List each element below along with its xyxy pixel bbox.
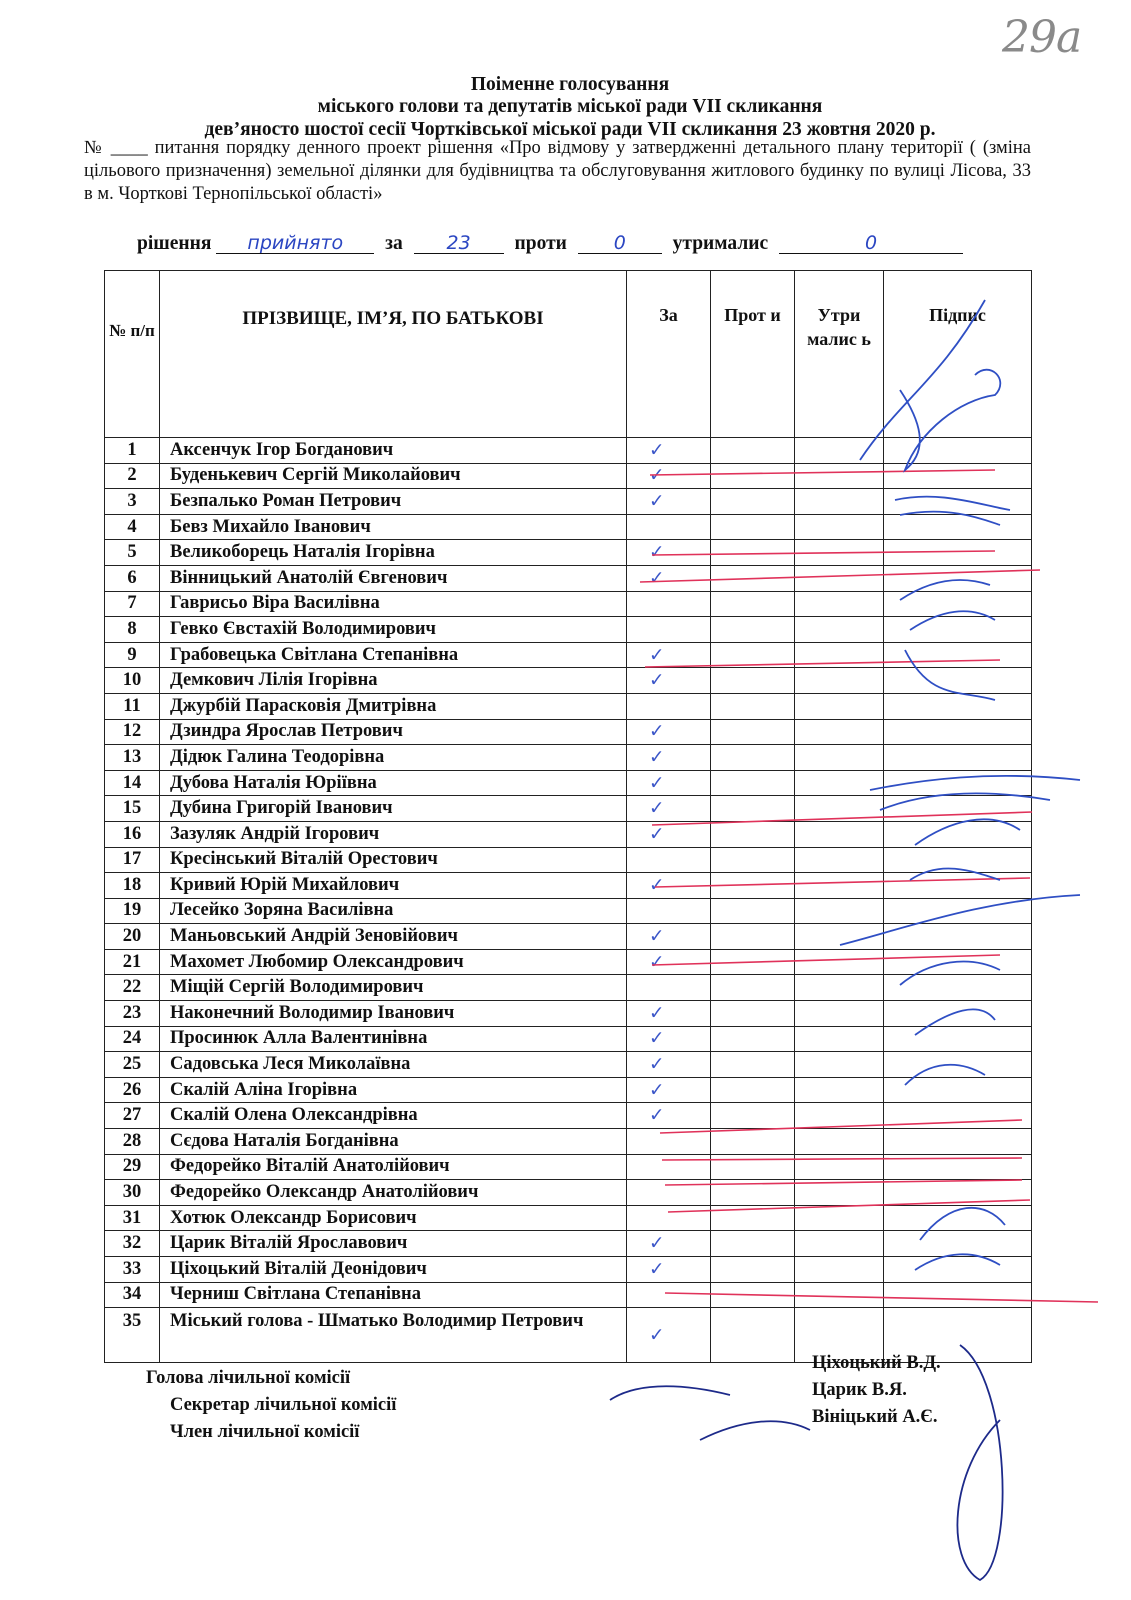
signature-cell bbox=[884, 745, 1032, 771]
vote-for-cell bbox=[627, 642, 711, 668]
for-count: 23 bbox=[414, 233, 504, 254]
vote-against-cell bbox=[711, 693, 795, 719]
signature-cell bbox=[884, 1205, 1032, 1231]
check-mark-icon: ✓ bbox=[649, 490, 665, 512]
deputy-name: Буденькевич Сергій Миколайович bbox=[160, 463, 627, 489]
check-mark-icon: ✓ bbox=[649, 951, 665, 973]
signature-cell bbox=[884, 898, 1032, 924]
deputy-name: Лесейко Зоряна Василівна bbox=[160, 898, 627, 924]
vote-for-cell bbox=[627, 1308, 711, 1363]
signature-cell bbox=[884, 949, 1032, 975]
commission-signature bbox=[610, 1386, 810, 1440]
row-number: 5 bbox=[105, 540, 160, 566]
vote-for-cell bbox=[627, 1257, 711, 1283]
vote-for-cell bbox=[627, 463, 711, 489]
check-mark-icon: ✓ bbox=[649, 439, 665, 461]
table-row bbox=[105, 514, 1032, 540]
vote-abstained-cell bbox=[795, 975, 884, 1001]
row-number: 15 bbox=[105, 796, 160, 822]
table-row bbox=[105, 1231, 1032, 1257]
row-number: 3 bbox=[105, 489, 160, 515]
table-row bbox=[105, 1001, 1032, 1027]
vote-abstained-cell bbox=[795, 924, 884, 950]
row-number: 13 bbox=[105, 745, 160, 771]
check-mark-icon: ✓ bbox=[649, 1028, 665, 1050]
table-row bbox=[105, 1129, 1032, 1155]
deputy-name: Наконечний Володимир Іванович bbox=[160, 1001, 627, 1027]
commission-member-label: Член лічильної комісії bbox=[170, 1422, 360, 1442]
vote-against-cell bbox=[711, 796, 795, 822]
deputy-name: Ціхоцький Віталій Деонідович bbox=[160, 1257, 627, 1283]
vote-abstained-cell bbox=[795, 591, 884, 617]
vote-against-cell bbox=[711, 1026, 795, 1052]
vote-for-cell bbox=[627, 438, 711, 464]
vote-against-cell bbox=[711, 489, 795, 515]
vote-abstained-cell bbox=[795, 1103, 884, 1129]
vote-abstained-cell bbox=[795, 1257, 884, 1283]
table-row bbox=[105, 796, 1032, 822]
vote-abstained-cell bbox=[795, 565, 884, 591]
check-mark-icon: ✓ bbox=[649, 1324, 665, 1346]
row-number: 18 bbox=[105, 873, 160, 899]
signature-cell bbox=[884, 821, 1032, 847]
check-mark-icon: ✓ bbox=[649, 1258, 665, 1280]
deputy-name: Дзиндра Ярослав Петрович bbox=[160, 719, 627, 745]
title-line-3: дев’яносто шостої сесії Чортківської міської ради VII скликання 23 жовтня 2020 р. bbox=[204, 119, 936, 140]
vote-against-cell bbox=[711, 847, 795, 873]
vote-abstained-cell bbox=[795, 821, 884, 847]
commission-secretary-label: Секретар лічильної комісії bbox=[170, 1395, 397, 1415]
deputy-name: Дубова Наталія Юріївна bbox=[160, 770, 627, 796]
row-number: 27 bbox=[105, 1103, 160, 1129]
deputy-name: Дідюк Галина Теодорівна bbox=[160, 745, 627, 771]
table-row bbox=[105, 898, 1032, 924]
check-mark-icon: ✓ bbox=[649, 567, 665, 589]
table-row bbox=[105, 1026, 1032, 1052]
vote-abstained-cell bbox=[795, 463, 884, 489]
vote-abstained-cell bbox=[795, 1154, 884, 1180]
commission-chair-name: Ціхоцький В.Д. bbox=[812, 1353, 941, 1373]
vote-for-cell bbox=[627, 796, 711, 822]
table-row bbox=[105, 1257, 1032, 1283]
row-number: 2 bbox=[105, 463, 160, 489]
vote-for-cell bbox=[627, 617, 711, 643]
against-count: 0 bbox=[578, 233, 662, 254]
check-mark-icon: ✓ bbox=[649, 1233, 665, 1255]
vote-against-cell bbox=[711, 514, 795, 540]
table-row bbox=[105, 719, 1032, 745]
row-number: 19 bbox=[105, 898, 160, 924]
vote-against-cell bbox=[711, 770, 795, 796]
row-number: 29 bbox=[105, 1154, 160, 1180]
signature-cell bbox=[884, 591, 1032, 617]
signature-cell bbox=[884, 642, 1032, 668]
row-number: 12 bbox=[105, 719, 160, 745]
signature-cell bbox=[884, 770, 1032, 796]
check-mark-icon: ✓ bbox=[649, 1054, 665, 1076]
vote-for-cell bbox=[627, 668, 711, 694]
vote-for-cell bbox=[627, 873, 711, 899]
vote-against-cell bbox=[711, 642, 795, 668]
table-row bbox=[105, 1154, 1032, 1180]
signature-cell bbox=[884, 438, 1032, 464]
row-number: 14 bbox=[105, 770, 160, 796]
row-number: 28 bbox=[105, 1129, 160, 1155]
vote-against-cell bbox=[711, 1308, 795, 1363]
vote-abstained-cell bbox=[795, 1001, 884, 1027]
signature-cell bbox=[884, 924, 1032, 950]
member-signature bbox=[957, 1345, 1002, 1580]
vote-for-cell bbox=[627, 770, 711, 796]
table-row bbox=[105, 540, 1032, 566]
table-row bbox=[105, 1052, 1032, 1078]
vote-against-cell bbox=[711, 1077, 795, 1103]
table-row bbox=[105, 975, 1032, 1001]
row-number: 25 bbox=[105, 1052, 160, 1078]
deputy-name: Хотюк Олександр Борисович bbox=[160, 1205, 627, 1231]
vote-against-cell bbox=[711, 565, 795, 591]
check-mark-icon: ✓ bbox=[649, 798, 665, 820]
vote-against-cell bbox=[711, 540, 795, 566]
vote-for-cell bbox=[627, 489, 711, 515]
title-line-2: міського голови та депутатів міської ради VII скликання bbox=[317, 96, 823, 117]
row-number: 1 bbox=[105, 438, 160, 464]
row-number: 24 bbox=[105, 1026, 160, 1052]
vote-against-cell bbox=[711, 438, 795, 464]
signature-cell bbox=[884, 847, 1032, 873]
check-mark-icon: ✓ bbox=[649, 823, 665, 845]
vote-against-cell bbox=[711, 1129, 795, 1155]
check-mark-icon: ✓ bbox=[649, 746, 665, 768]
signature-cell bbox=[884, 489, 1032, 515]
vote-for-cell bbox=[627, 540, 711, 566]
vote-against-cell bbox=[711, 668, 795, 694]
vote-for-cell bbox=[627, 514, 711, 540]
decision-label: рішення bbox=[137, 233, 212, 254]
vote-abstained-cell bbox=[795, 642, 884, 668]
deputy-name: Федорейко Віталій Анатолійович bbox=[160, 1154, 627, 1180]
for-label: за bbox=[385, 233, 403, 254]
header-against: Прот и bbox=[711, 271, 795, 438]
signature-cell bbox=[884, 540, 1032, 566]
signature-cell bbox=[884, 668, 1032, 694]
row-number: 4 bbox=[105, 514, 160, 540]
vote-against-cell bbox=[711, 898, 795, 924]
vote-abstained-cell bbox=[795, 1077, 884, 1103]
signature-cell bbox=[884, 1231, 1032, 1257]
deputy-name: Федорейко Олександр Анатолійович bbox=[160, 1180, 627, 1206]
vote-against-cell bbox=[711, 1154, 795, 1180]
deputy-name: Махомет Любомир Олександрович bbox=[160, 949, 627, 975]
signature-cell bbox=[884, 1282, 1032, 1308]
abstained-count: 0 bbox=[779, 233, 963, 254]
vote-against-cell bbox=[711, 873, 795, 899]
against-label: проти bbox=[514, 233, 567, 254]
signature-cell bbox=[884, 1026, 1032, 1052]
row-number: 7 bbox=[105, 591, 160, 617]
deputy-name: Безпалько Роман Петрович bbox=[160, 489, 627, 515]
vote-abstained-cell bbox=[795, 796, 884, 822]
check-mark-icon: ✓ bbox=[649, 670, 665, 692]
row-number: 16 bbox=[105, 821, 160, 847]
vote-for-cell bbox=[627, 1103, 711, 1129]
vote-abstained-cell bbox=[795, 898, 884, 924]
deputy-name: Сєдова Наталія Богданівна bbox=[160, 1129, 627, 1155]
header-for: За bbox=[627, 271, 711, 438]
deputy-name: Скалій Аліна Ігорівна bbox=[160, 1077, 627, 1103]
vote-against-cell bbox=[711, 1052, 795, 1078]
vote-abstained-cell bbox=[795, 1180, 884, 1206]
row-number: 6 bbox=[105, 565, 160, 591]
page-number: 29а bbox=[1002, 12, 1082, 63]
vote-abstained-cell bbox=[795, 949, 884, 975]
vote-abstained-cell bbox=[795, 847, 884, 873]
row-number: 11 bbox=[105, 693, 160, 719]
deputy-name: Садовська Леся Миколаївна bbox=[160, 1052, 627, 1078]
deputy-name: Міський голова - Шматько Володимир Петрович bbox=[160, 1308, 627, 1363]
table-row bbox=[105, 1282, 1032, 1308]
check-mark-icon: ✓ bbox=[649, 721, 665, 743]
signature-cell bbox=[884, 1103, 1032, 1129]
vote-for-cell bbox=[627, 1026, 711, 1052]
vote-for-cell bbox=[627, 949, 711, 975]
signature-cell bbox=[884, 796, 1032, 822]
table-row bbox=[105, 463, 1032, 489]
vote-against-cell bbox=[711, 924, 795, 950]
row-number: 22 bbox=[105, 975, 160, 1001]
header-signature: Підпис bbox=[884, 271, 1032, 438]
decision-value: прийнято bbox=[216, 233, 374, 254]
commission-member-name: Вініцький А.Є. bbox=[812, 1407, 938, 1427]
row-number: 10 bbox=[105, 668, 160, 694]
vote-for-cell bbox=[627, 924, 711, 950]
table-row bbox=[105, 770, 1032, 796]
vote-abstained-cell bbox=[795, 617, 884, 643]
table-row bbox=[105, 821, 1032, 847]
header-number: № п/п bbox=[105, 271, 160, 438]
deputy-name: Грабовецька Світлана Степанівна bbox=[160, 642, 627, 668]
vote-abstained-cell bbox=[795, 489, 884, 515]
row-number: 30 bbox=[105, 1180, 160, 1206]
row-number: 34 bbox=[105, 1282, 160, 1308]
vote-abstained-cell bbox=[795, 1231, 884, 1257]
signature-cell bbox=[884, 617, 1032, 643]
vote-for-cell bbox=[627, 1154, 711, 1180]
check-mark-icon: ✓ bbox=[649, 1002, 665, 1024]
deputy-name: Джурбій Парасковія Дмитрівна bbox=[160, 693, 627, 719]
row-number: 17 bbox=[105, 847, 160, 873]
vote-for-cell bbox=[627, 591, 711, 617]
check-mark-icon: ✓ bbox=[649, 644, 665, 666]
table-row bbox=[105, 591, 1032, 617]
deputy-name: Просинюк Алла Валентинівна bbox=[160, 1026, 627, 1052]
row-number: 20 bbox=[105, 924, 160, 950]
vote-for-cell bbox=[627, 745, 711, 771]
vote-abstained-cell bbox=[795, 1026, 884, 1052]
signature-cell bbox=[884, 514, 1032, 540]
vote-against-cell bbox=[711, 821, 795, 847]
deputy-name: Демкович Лілія Ігорівна bbox=[160, 668, 627, 694]
table-row bbox=[105, 745, 1032, 771]
deputy-name: Гевко Євстахій Володимирович bbox=[160, 617, 627, 643]
check-mark-icon: ✓ bbox=[649, 1079, 665, 1101]
vote-for-cell bbox=[627, 1077, 711, 1103]
table-row bbox=[105, 617, 1032, 643]
check-mark-icon: ✓ bbox=[649, 772, 665, 794]
signature-cell bbox=[884, 693, 1032, 719]
table-row bbox=[105, 489, 1032, 515]
vote-abstained-cell bbox=[795, 1052, 884, 1078]
vote-against-cell bbox=[711, 1282, 795, 1308]
table-row bbox=[105, 949, 1032, 975]
signature-cell bbox=[884, 1001, 1032, 1027]
vote-abstained-cell bbox=[795, 719, 884, 745]
row-number: 31 bbox=[105, 1205, 160, 1231]
signature-cell bbox=[884, 463, 1032, 489]
deputy-name: Царик Віталій Ярославович bbox=[160, 1231, 627, 1257]
table-row bbox=[105, 847, 1032, 873]
header-abstained: Утри малис ь bbox=[795, 271, 884, 438]
table-row bbox=[105, 693, 1032, 719]
vote-against-cell bbox=[711, 1103, 795, 1129]
table-row bbox=[105, 924, 1032, 950]
vote-for-cell bbox=[627, 821, 711, 847]
vote-against-cell bbox=[711, 949, 795, 975]
vote-for-cell bbox=[627, 1282, 711, 1308]
deputy-name: Кривий Юрій Михайлович bbox=[160, 873, 627, 899]
vote-abstained-cell bbox=[795, 1282, 884, 1308]
table-row bbox=[105, 1205, 1032, 1231]
vote-against-cell bbox=[711, 975, 795, 1001]
vote-for-cell bbox=[627, 1180, 711, 1206]
abstained-label: утрималис bbox=[672, 233, 769, 254]
vote-for-cell bbox=[627, 1205, 711, 1231]
vote-abstained-cell bbox=[795, 514, 884, 540]
table-row bbox=[105, 438, 1032, 464]
vote-abstained-cell bbox=[795, 693, 884, 719]
check-mark-icon: ✓ bbox=[649, 1105, 665, 1127]
vote-for-cell bbox=[627, 1001, 711, 1027]
deputy-name: Скалій Олена Олександрівна bbox=[160, 1103, 627, 1129]
deputy-name: Зазуляк Андрій Ігорович bbox=[160, 821, 627, 847]
commission-chair-label: Голова лічильної комісії bbox=[146, 1368, 351, 1388]
vote-abstained-cell bbox=[795, 745, 884, 771]
vote-for-cell bbox=[627, 1231, 711, 1257]
deputy-name: Аксенчук Ігор Богданович bbox=[160, 438, 627, 464]
check-mark-icon: ✓ bbox=[649, 874, 665, 896]
signature-cell bbox=[884, 1154, 1032, 1180]
decision-summary bbox=[137, 233, 963, 255]
table-row bbox=[105, 1077, 1032, 1103]
vote-for-cell bbox=[627, 693, 711, 719]
vote-table-header bbox=[105, 271, 1032, 438]
vote-for-cell bbox=[627, 1129, 711, 1155]
vote-against-cell bbox=[711, 1231, 795, 1257]
row-number: 8 bbox=[105, 617, 160, 643]
vote-abstained-cell bbox=[795, 1205, 884, 1231]
vote-abstained-cell bbox=[795, 438, 884, 464]
table-row bbox=[105, 873, 1032, 899]
title-line-1: Поіменне голосування bbox=[470, 74, 670, 95]
vote-against-cell bbox=[711, 1257, 795, 1283]
agenda-item-text: № ____ питання порядку денного проект рішення «Про відмову у затвердженні детального плану території ( (зміна цільового призначення) земельної ділянки для будівництва та обслуговування житлового будинку по вулиці Лісова, 33 в м. Чорткові Тернопільської області» bbox=[84, 138, 1031, 204]
row-number: 32 bbox=[105, 1231, 160, 1257]
signature-cell bbox=[884, 565, 1032, 591]
signature-cell bbox=[884, 873, 1032, 899]
vote-for-cell bbox=[627, 719, 711, 745]
vote-for-cell bbox=[627, 1052, 711, 1078]
vote-against-cell bbox=[711, 745, 795, 771]
row-number: 21 bbox=[105, 949, 160, 975]
row-number: 35 bbox=[105, 1308, 160, 1363]
check-mark-icon: ✓ bbox=[649, 542, 665, 564]
deputy-name: Вінницький Анатолій Євгенович bbox=[160, 565, 627, 591]
vote-for-cell bbox=[627, 975, 711, 1001]
vote-abstained-cell bbox=[795, 770, 884, 796]
vote-abstained-cell bbox=[795, 540, 884, 566]
vote-for-cell bbox=[627, 847, 711, 873]
vote-abstained-cell bbox=[795, 873, 884, 899]
vote-against-cell bbox=[711, 1001, 795, 1027]
table-row bbox=[105, 642, 1032, 668]
signature-cell bbox=[884, 719, 1032, 745]
vote-abstained-cell bbox=[795, 1129, 884, 1155]
table-row bbox=[105, 668, 1032, 694]
table-row bbox=[105, 1103, 1032, 1129]
row-number: 26 bbox=[105, 1077, 160, 1103]
commission-secretary-name: Царик В.Я. bbox=[812, 1380, 907, 1400]
vote-table bbox=[104, 270, 1032, 1363]
header-name: ПРІЗВИЩЕ, ІМ’Я, ПО БАТЬКОВІ bbox=[160, 271, 627, 438]
deputy-name: Кресінський Віталій Орестович bbox=[160, 847, 627, 873]
check-mark-icon: ✓ bbox=[649, 465, 665, 487]
deputy-name: Бевз Михайло Іванович bbox=[160, 514, 627, 540]
signature-cell bbox=[884, 1257, 1032, 1283]
vote-against-cell bbox=[711, 591, 795, 617]
vote-against-cell bbox=[711, 463, 795, 489]
deputy-name: Дубина Григорій Іванович bbox=[160, 796, 627, 822]
table-row bbox=[105, 565, 1032, 591]
deputy-name: Гаврисьо Віра Василівна bbox=[160, 591, 627, 617]
signature-cell bbox=[884, 1129, 1032, 1155]
table-row bbox=[105, 1180, 1032, 1206]
signature-cell bbox=[884, 975, 1032, 1001]
row-number: 9 bbox=[105, 642, 160, 668]
vote-abstained-cell bbox=[795, 668, 884, 694]
deputy-name: Міщій Сергій Володимирович bbox=[160, 975, 627, 1001]
row-number: 33 bbox=[105, 1257, 160, 1283]
signature-cell bbox=[884, 1052, 1032, 1078]
vote-against-cell bbox=[711, 1205, 795, 1231]
vote-against-cell bbox=[711, 1180, 795, 1206]
check-mark-icon: ✓ bbox=[649, 926, 665, 948]
deputy-name: Черниш Світлана Степанівна bbox=[160, 1282, 627, 1308]
vote-against-cell bbox=[711, 719, 795, 745]
signature-cell bbox=[884, 1180, 1032, 1206]
vote-table-body bbox=[105, 438, 1032, 1363]
deputy-name: Великоборець Наталія Ігорівна bbox=[160, 540, 627, 566]
row-number: 23 bbox=[105, 1001, 160, 1027]
signature-cell bbox=[884, 1077, 1032, 1103]
vote-for-cell bbox=[627, 898, 711, 924]
deputy-name: Маньовський Андрій Зеновійович bbox=[160, 924, 627, 950]
vote-against-cell bbox=[711, 617, 795, 643]
vote-for-cell bbox=[627, 565, 711, 591]
